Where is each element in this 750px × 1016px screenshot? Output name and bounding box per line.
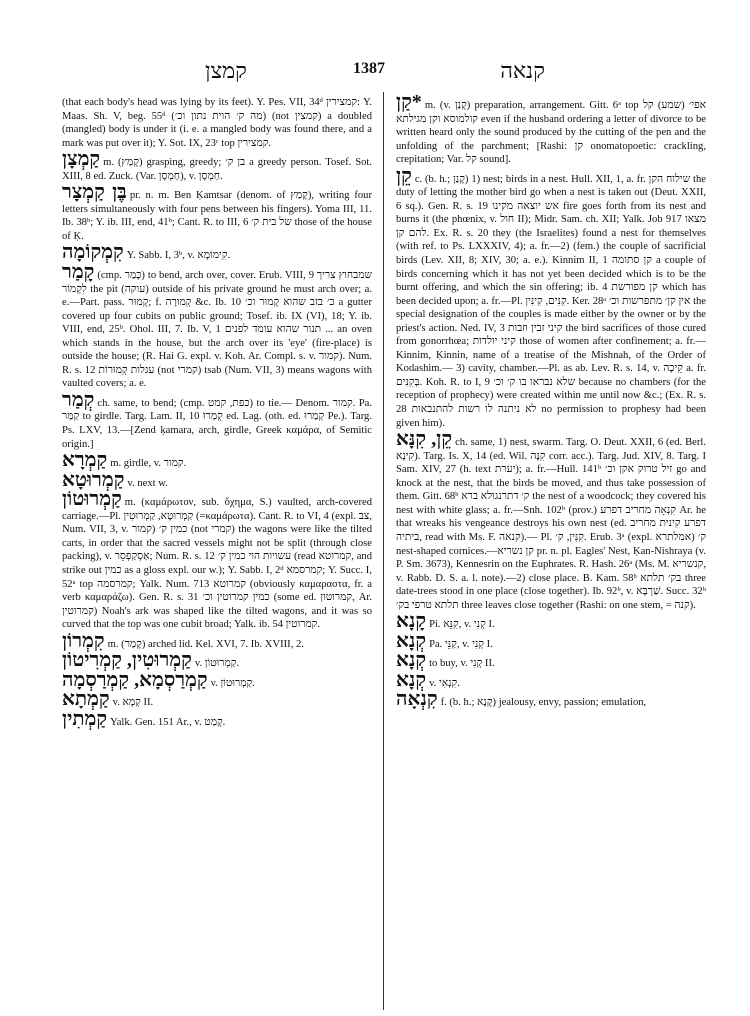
entry-text: m. (קָמַר) arched lid. Kel. XVI, 7. Ib. XVIII, 2. [107, 638, 304, 650]
entry-text: to buy, v. קְנִי II. [429, 658, 495, 670]
entry-text: v. קַמְרוּטוֹן. [210, 677, 255, 689]
entry-headword: קַמְתָא [62, 688, 110, 711]
entry-headword: קַמְתִין [62, 707, 108, 730]
dictionary-entry [62, 148, 372, 183]
entry-text: ch. same, to bend; (cmp. כפת, קמט) to tie.— Denom. קמור. Pa. קַמַּר to girdle. Targ. Lam. II, 10 קְמַרוּ ed. Lag. (oth. ed. קַמַרוּ Pe.). Targ. Ps. LXV, 13.—[Zend ḳamara, arch, girdle, Greek καμάρα, of Semitic origin.] [62, 397, 372, 450]
entry-text: m. (καμάρωτον, sub. ὄχημα, S.) vaulted, arch-covered carriage.—Pl. קַמְרוּטָא, קַמְרוּטִין (=καμάρωτα). Cant. R. to VI, 4 (expl. צב, Num. VII, 3, v. קמור) כמין ק׳ (not קמרי) the wagons were like the tilted carts, in order that the sacred vessels might not be split (through close packing), v. אַסְקַפְסֵר; Num. R. s. 12 עשויות הוי כמין ק׳ (read קמרוטא, and strike out כמין as a gloss expl. our w.); Y. Sabb. I, 2ᵈ קמרסמא; Y. Succ. I, 52ᵃ top קמרסמה; Yalk. Num. 713 קמרוטא (obviously καμαραστα, fr. a verb καμαράζω). Gen. R. s. 31 כמין קמרוטין וכ׳ (some ed. קמרוטון, Ar. קמרוטין) Noah's ark was shaped like the tilted wagons, and it was so curved that the top was one cubit broad; Yalk. ib. 54 קמרוטין. [62, 497, 373, 631]
entry-headword: קֵן, קִנָּא [396, 428, 453, 451]
dictionary-entry [62, 181, 372, 243]
right-running-headword: קנאה [500, 58, 545, 83]
dictionary-entry [62, 261, 372, 391]
entry-headword: קִנְאָה [396, 688, 438, 711]
entry-headword: קִמְקוֹמָה [62, 241, 124, 264]
dictionary-entry [396, 91, 707, 167]
dictionary-entry [62, 241, 372, 264]
entry-text: m. (v. קָנַן) preparation, arrangement. Gitt. 6ᵃ top אפי׳ (שמע) קל קולמוסא וקן מגילתא even if the husband ordering a letter of divorce to be written heard only the sound produced by the cutting of the pen and the unfolding of the parchment; [Rashi: קן onomatopoetic: crackling, crepitation; Var. קל sound]. [396, 100, 707, 166]
entry-text: Y. Sabb. I, 3ᵇ, v. קִימוֹמָא. [126, 250, 231, 262]
entry-headword: קִמְרוֹן [62, 629, 105, 652]
dictionary-entry [396, 649, 706, 672]
dictionary-entry [62, 488, 373, 631]
entry-headword: קְנָא [396, 629, 427, 652]
entry-headword: בֶּן קַמְצָר [62, 181, 127, 204]
dictionary-entry [396, 629, 706, 652]
entry-headword: קַמְרוּטִין, קַמְרִיטוֹן [62, 649, 192, 672]
dictionary-entry [62, 707, 372, 730]
entry-text: pr. n. m. Ben Ḳamtsar (denom. of קָמַץ), writing four letters simultaneously with four pens between his fingers). Yoma III, 11. Ib. 38ᵇ; Y. ib. III, end, 41ᵇ; Cant. R. to III, 6 של בית ק׳ those of the house of Ḳ. [62, 190, 372, 242]
dictionary-entry [62, 688, 372, 711]
dictionary-entry [396, 428, 707, 612]
entry-text: c. (b. h.; קָנַן) 1) nest; birds in a nest. Hull. XII, 1, a. fr. שילוח הקן the duty of letting the mother bird go when a nest is taken out (Deut. XXII, 6 sq.). Gen. R. s. 19 אש יוצאה מקינו fire goes forth from its nest and burns it (the phœnix, v. חול II); Midr. Sam. ch. XII; Yalk. Job 917 מצאו להם קן. Ex. R. s. 20 they (the Israelites) found a nest for themselves (with ref. to Ps. LXXXIV, 4); a. fr.—2) (fem.) the couple of sacrificial birds (Lev. XII, 8; XIV, 30; a. e.). Kinnim II, 1 קן סתומה a couple of birds concerning which it has not yet been decided which is to be the burnt offering, and which the sin offering; ib. 4 קן מפורשת which has been decided upon; a. fr.—Pl. קִנִּים, קִינִּין. Ker. 28ᵃ אין קן׳ מתפרשות וכ׳ the special designation of the couples is made either by the owner or by the priest's action. Ned. IV, 3 קיני זבין וזבות the bird sacrifices of those cured from gonorrhœa; קיני יולדות those of women after confinement; a. fr.—Kinnim, Ḳinnin, name of a treatise of the Mishnah, of the Order of Kodashim.— 3) cavity, chamber.—Pl. as ab. Lev. R. s. 14, v. קֵיכָה a. fr. בְּקִנִּים. Koh. R. to I, 9 שלא נבראו בו ק׳ וכ׳ because no chambers (for the reception of prophecy) were created within me until now &c.; (Ex. R. s. 28 לא ניתנה לו רשות להתנבאות no permission to prophesy had been given him). [396, 173, 707, 429]
dictionary-entry [396, 610, 706, 633]
entry-text: v. קִנְאִי. [429, 677, 460, 689]
entry-headword: קְנָא [396, 668, 427, 691]
entry-headword: קְמַר [62, 388, 95, 411]
entry-text: v. קַמְרוּטוֹן. [194, 658, 240, 670]
page-header [55, 58, 695, 84]
dictionary-entry [396, 688, 706, 711]
entry-text: v. קְמָא II. [112, 697, 154, 709]
entry-headword: קָמַר [62, 261, 95, 284]
entry-text: f. (b. h.; קָנָא) jealousy, envy, passion; emulation, [440, 697, 647, 709]
entry-text: m. girdle, v. קמור. [110, 458, 187, 470]
right-column [396, 91, 707, 713]
entry-headword: קַמְרוּטָא [62, 468, 125, 491]
left-column [62, 96, 372, 732]
entry-text: Yalk. Gen. 151 Ar., v. קָמַט. [110, 716, 226, 728]
dictionary-entry [62, 388, 372, 451]
entry-headword: קַמְרַסְמָא, קַמְרַסְמָה [62, 668, 208, 691]
entry-text: ch. same, 1) nest, swarm. Targ. O. Deut. XXII, 6 (ed. Berl. קִינָא). Targ. Is. X, 14 (ed. Wil. קִנָּה corr. acc.). Targ. Jud. XIV, 8. Targ. I Sam. XIV, 27 (h. text יערת); a. fr.—Hull. 141ᵇ זיל טרוק אקן וכ׳ go and knock at the nest, that the birds be moved, and thus take possession of them. Gitt. 68ᵇ ק׳ דתרנגולא ברא the nest of a woodcock; they covered his nest with white glass; a. fr.—Snh. 102ᵇ (prov.) קִנְאָה מחריב דפרע Ar. he that wreaks his vengeance destroys his own nest (ed. דפרע קינית מחריב ביתיה, read with Ms. F. קנאה).— Pl. קִנִּין, ק׳. Erub. 3ᵃ (expl. אמלתרא) ק׳ nest-shaped cornices.—קן נשריא pr. n. pl. Eagles' Nest, Ḳan-Nishraya (v. P. Sm. 3673), Kennesrin on the Euphrates. R. Hash. 26ᵃ (Ms. M. קנשריא, v. Rabb. D. S. a. l. note).—2) close place. B. Kam. 58ᵇ בק׳ תלתא three date-trees stood in one place (close together). Ib. 92ᵇ, v. שַׁרְבָּא. Succ. 32ᵇ תלתא טרפי בק׳ three leaves close together (Rashi: on one stem, = קנה). [396, 437, 707, 611]
entry-headword: קָנָא [396, 610, 427, 633]
entry-text: m. (קָמַץ) grasping, greedy; בן ק׳ a greedy person. Tosef. Sot. XIII, 8 ed. Zuck. (Var. חַמְסָן), v. חַמְסָן. [62, 157, 372, 182]
entry-headword: קֵן [396, 164, 412, 187]
entry-text: v. next w. [127, 477, 168, 489]
dictionary-entry [396, 164, 707, 430]
left-running-headword: קמצן [205, 58, 247, 83]
entry-text: (that each body's head was lying by its feet). Y. Pes. VII, 34ᵈ קמצירין: Y. Maas. Sh. V, beg. 55ᵈ (מה ק׳ הוית נתון וכ׳) (not קמצין) a doubled (mangled) body is under it (i. e. a mangled body was found there, and a mark was put over it); Y. Sot. IX, 23ᶜ top קמצירין. [62, 97, 372, 149]
entry-headword: קְנָא [396, 649, 427, 672]
entry-text: (cmp. כָּמַר) to bend, arch over, cover. Erub. VIII, 9 שמבחוץ צריך לִקְמוֹר the pit (עוקה) outside of his private ground he must arch over; a. e.—Part. pass. קָמוּר; f. קְמוּרָה &c. Ib. 10 כ׳ בזב שהוא קָמוּר וכ׳ a gutter covered up four cubits on public ground; Tosef. ib. IX (VI), 18; Y. ib. VIII, end, 25ᵇ. Ohol. III, 7. Ib. V, 1 תנור שהוא עומד לפנים ... an oven which stands in the house, but the arch over its 'eye' (fire-place) is outside the house; (R. Hai G. expl. v. Koh. Ar. Compl. s. v. קמור). Num. R. s. 12 עגלות קְמוּרוֹת (not קמרי) tsab (Num. VII, 3) means wagons with vaulted covers; a. e. [62, 270, 372, 390]
entry-headword: *קַן [396, 91, 422, 113]
entry-headword: קַמְרָא [62, 449, 108, 472]
column-divider [383, 92, 384, 1010]
entry-text: Pi. קִנֵּא, v. קְנִי I. [429, 619, 495, 631]
entry-headword: קַמְרוּטוֹן [62, 488, 122, 511]
entry-text: Pa. קַנֵּי, v. קְנִי I. [429, 638, 493, 650]
dictionary-entry [396, 668, 706, 691]
page-number: 1387 [353, 60, 385, 77]
continued-text [62, 96, 372, 150]
entry-headword: קַמְצָן [62, 148, 101, 171]
